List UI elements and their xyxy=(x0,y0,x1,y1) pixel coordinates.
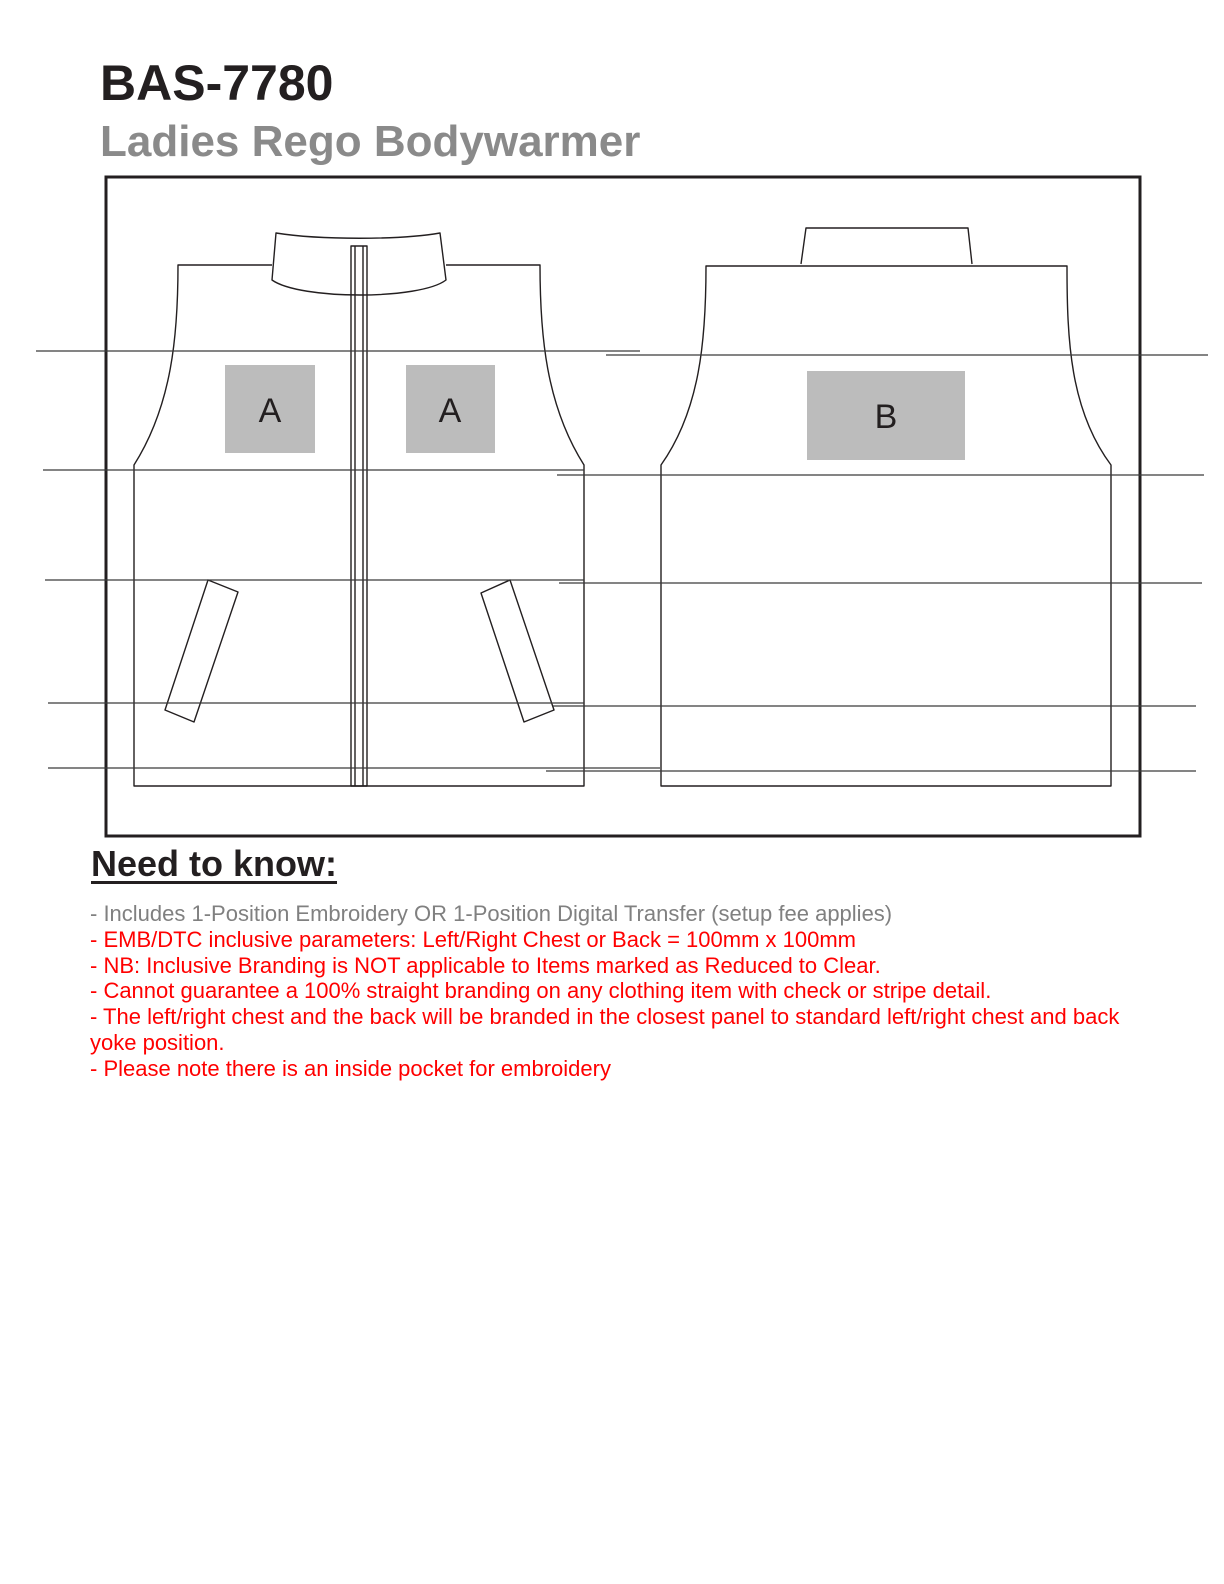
note-item: - Cannot guarantee a 100% straight branding on any clothing item with check or stripe detail. xyxy=(90,978,992,1004)
front-collar xyxy=(272,233,446,295)
print-position-back xyxy=(807,371,965,460)
back-collar xyxy=(801,228,972,264)
need-to-know-list xyxy=(90,901,1160,1082)
print-position-front-right xyxy=(406,365,495,453)
print-position-label: A xyxy=(438,392,462,430)
print-position-front-left xyxy=(225,365,315,453)
print-position-label: B xyxy=(874,398,898,436)
note-item: - Please note there is an inside pocket for embroidery xyxy=(90,1055,611,1081)
diagram-frame xyxy=(106,177,1140,836)
front-left-pocket xyxy=(165,580,238,722)
note-item: - NB: Inclusive Branding is NOT applicable to Items marked as Reduced to Clear. xyxy=(90,952,881,978)
product-code: BAS-7780 xyxy=(100,55,334,111)
note-item: - The left/right chest and the back will be branded in the closest panel to standard left/right chest and back yoke position. xyxy=(90,1004,1120,1055)
panel-lines xyxy=(36,351,1208,771)
need-to-know-heading: Need to know: xyxy=(91,843,338,884)
front-zipper xyxy=(351,246,367,786)
note-item: - Includes 1-Position Embroidery OR 1-Position Digital Transfer (setup fee applies) xyxy=(90,901,893,926)
back-vest-outline xyxy=(661,266,1111,786)
print-position-label: A xyxy=(258,392,282,430)
front-vest-outline xyxy=(134,265,584,786)
note-item: - EMB/DTC inclusive parameters: Left/Right Chest or Back = 100mm x 100mm xyxy=(90,926,856,952)
product-name: Ladies Rego Bodywarmer xyxy=(100,117,641,166)
front-right-pocket xyxy=(481,580,554,722)
